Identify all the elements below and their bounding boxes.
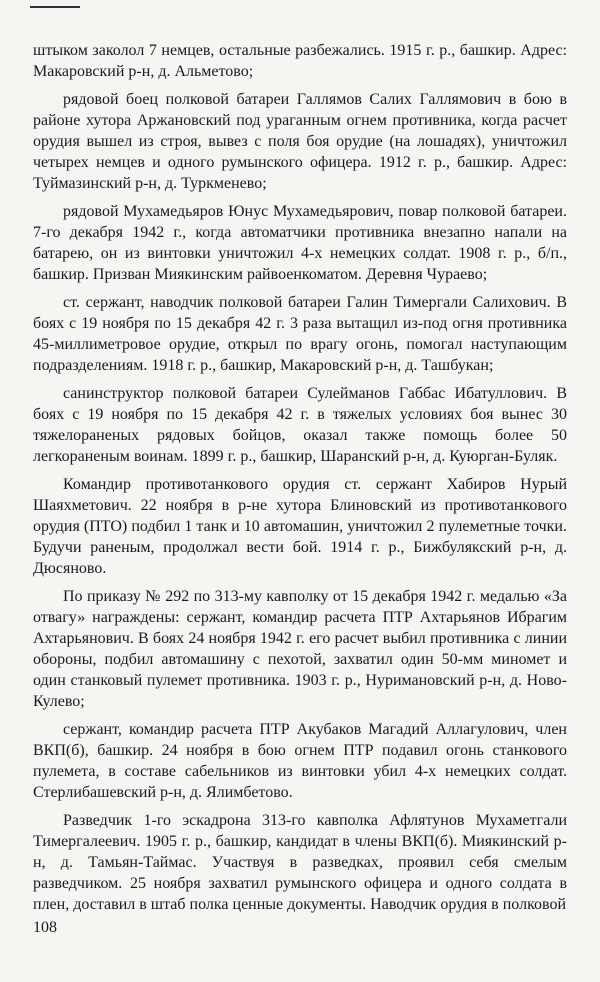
paragraph-8: сержант, командир расчета ПТР Акубаков Магадий Аллагулович, член ВКП(б), башкир. 24 ноября в бою огнем ПТР подавил огонь станкового пулемета, в составе сабельников из винтовки убил 4-х немецких солдат. Стерлибашевский р-н, д. Ялимбетово.: [33, 721, 567, 801]
paragraph-9: Разведчик 1-го эскадрона 313-го кавполка Афлятунов Мухаметгали Тимергалеевич. 1905 г. р., башкир, кандидат в члены ВКП(б). Миякинский р-н, д. Тамьян-Таймас. Участвуя в разведках, проявил себя смелым разведчиком. 25 ноября захватил румынского офицера и одного солдата в плен, доставил в штаб полка ценные документы. Наводчик орудия в полковой: [33, 812, 567, 913]
top-rule: [30, 6, 80, 8]
paragraph-2: рядовой боец полковой батареи Галлямов Салих Галлямович в бою в районе хутора Аржановский под ураганным огнем противника, когда расчет орудия вышел из строя, вывез с поля боя орудие (на лошадях), уничтожил четырех немцев и одного румынского офицера. 1912 г. р., башкир. Адрес: Туймазинский р-н, д. Туркменево;: [33, 91, 567, 192]
paragraph-5: санинструктор полковой батареи Сулейманов Габбас Ибатуллович. В боях с 19 ноября по 15 декабря 42 г. в тяжелых условиях боя вынес 30 тяжелораненых рядовых бойцов, оказал также помощь более 50 легкораненым воинам. 1899 г. р., башкир, Шаранский р-н, д. Куюрган-Буляк.: [33, 385, 567, 465]
paragraph-7: По приказу № 292 по 313-му кавполку от 15 декабря 1942 г. медалью «За отвагу» награждены: сержант, командир расчета ПТР Ахтарьянов Ибрагим Ахтарьянович. В боях 24 ноября 1942 г. его расчет выбил противника с линии обороны, подбил автомашину с пехотой, захватил один 50-мм миномет и один станковый пулемет противника. 1903 г. р., Нуримановский р-н, д. Ново-Кулево;: [33, 588, 567, 710]
paragraph-3: рядовой Мухамедьяров Юнус Мухамедьярович, повар полковой батареи. 7-го декабря 1942 г., когда автоматчики противника внезапно напали на батарею, он из винтовки уничтожил 4-х немецких солдат. 1908 г. р., б/п., башкир. Призван Миякинским райвоенкоматом. Деревня Чураево;: [33, 203, 567, 283]
page-text: [33, 40, 567, 922]
paragraph-4: ст. сержант, наводчик полковой батареи Галин Тимергали Салихович. В боях с 19 ноября по 15 декабря 42 г. 3 раза вытащил из-под огня противника 45-миллиметровое орудие, открыл по врагу огонь, помогал наступающим подразделениям. 1918 г. р., башкир, Макаровский р-н, д. Ташбукан;: [33, 294, 567, 374]
paragraph-1: штыком заколол 7 немцев, остальные разбежались. 1915 г. р., башкир. Адрес: Макаровский р-н, д. Альметово;: [33, 42, 567, 80]
page-number: 108: [33, 919, 57, 936]
paragraph-6: Командир противотанкового орудия ст. сержант Хабиров Нурый Шаяхметович. 22 ноября в р-не хутора Блиновский из противотанкового орудия (ПТО) подбил 1 танк и 10 автомашин, уничтожил 2 пулеметные точки. Будучи раненым, продолжал вести бой. 1914 г. р., Бижбулякский р-н, д. Дюсяново.: [33, 476, 567, 577]
